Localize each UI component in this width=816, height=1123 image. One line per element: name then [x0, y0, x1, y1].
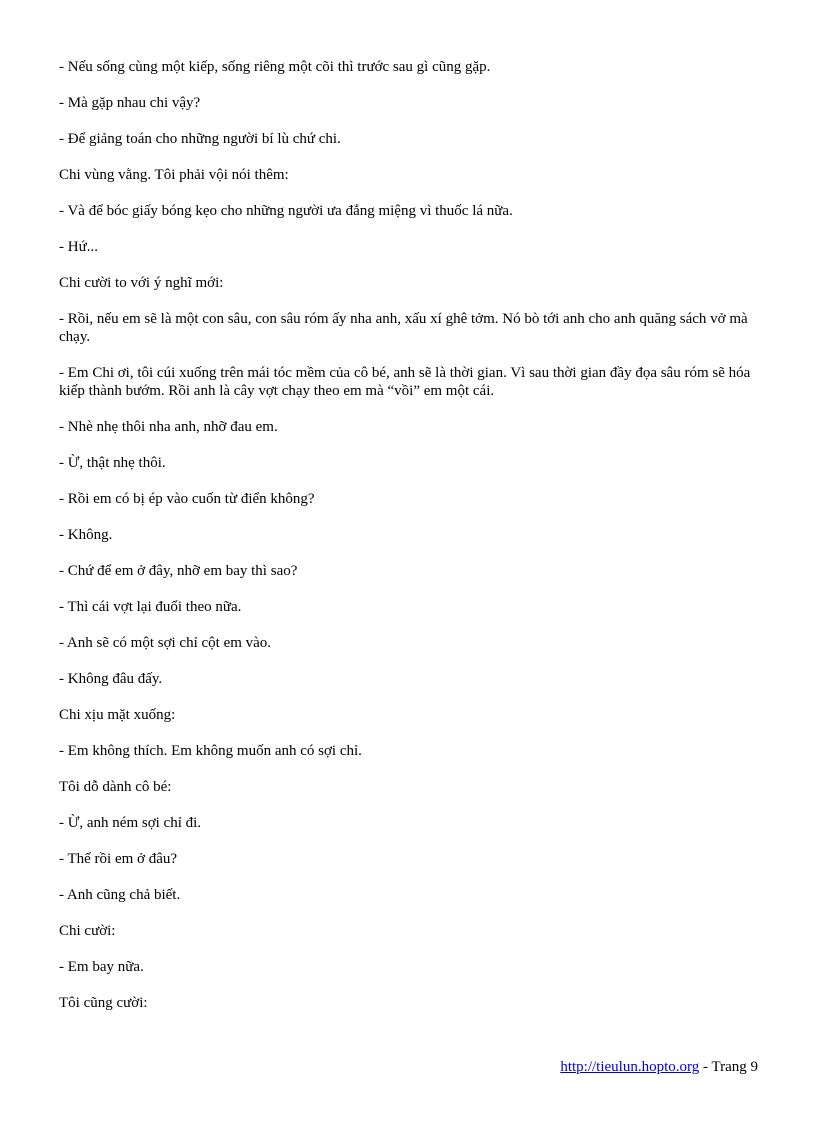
paragraph: - Không đâu đấy.: [59, 671, 163, 687]
paragraph: Chi xịu mặt xuống:: [59, 707, 176, 723]
source-link[interactable]: http://tieulun.hopto.org: [560, 1059, 700, 1075]
paragraph: - Anh cũng chả biết.: [59, 887, 181, 903]
paragraph: - Thế rồi em ở đâu?: [59, 851, 178, 867]
paragraph: - Thì cái vợt lại đuổi theo nữa.: [59, 599, 242, 615]
paragraph: - Ừ, thật nhẹ thôi.: [59, 455, 166, 471]
paragraph: - Rồi em có bị ép vào cuốn từ điển không?: [59, 491, 315, 507]
paragraph: - Để giảng toán cho những người bí lù chứ chi.: [59, 131, 341, 147]
paragraph: - Mà gặp nhau chi vậy?: [59, 95, 201, 111]
paragraph: - Em không thích. Em không muốn anh có sợi chỉ.: [59, 743, 362, 759]
paragraph: Chi cười to với ý nghĩ mới:: [59, 275, 224, 291]
paragraph: - Nếu sống cùng một kiếp, sống riêng một cõi thì trước sau gì cũng gặp.: [59, 59, 491, 75]
footer-separator: -: [699, 1059, 712, 1075]
document-body: [59, 58, 759, 1030]
paragraph: Chi cười:: [59, 923, 116, 939]
page-number: Trang 9: [711, 1059, 758, 1075]
paragraph: - Em Chi ơi, tôi cúi xuống trên mái tóc mềm của cô bé, anh sẽ là thời gian. Vì sau thời gian đầy đọa sâu róm sẽ hóa kiếp thành bướm. Rồi anh là cây vợt chạy theo em mà “vồi” em một cái.: [59, 365, 751, 399]
paragraph: - Ừ, anh ném sợi chỉ đi.: [59, 815, 202, 831]
paragraph: Tôi dỗ dành cô bé:: [59, 779, 172, 795]
paragraph: - Và để bóc giấy bóng kẹo cho những người ưa đắng miệng vì thuốc lá nữa.: [59, 203, 513, 219]
paragraph: - Hứ...: [59, 239, 98, 255]
paragraph: - Không.: [59, 527, 113, 543]
paragraph: - Nhè nhẹ thôi nha anh, nhỡ đau em.: [59, 419, 278, 435]
paragraph: - Chứ để em ở đây, nhỡ em bay thì sao?: [59, 563, 298, 579]
paragraph: - Anh sẽ có một sợi chỉ cột em vào.: [59, 635, 272, 651]
paragraph: Chi vùng vằng. Tôi phải vội nói thêm:: [59, 167, 289, 183]
paragraph: Tôi cũng cười:: [59, 995, 148, 1011]
paragraph: - Rồi, nếu em sẽ là một con sâu, con sâu róm ấy nha anh, xấu xí ghê tởm. Nó bò tới anh cho anh quăng sách vở mà chạy.: [59, 311, 748, 345]
page-footer: [560, 1058, 758, 1076]
paragraph: - Em bay nữa.: [59, 959, 144, 975]
